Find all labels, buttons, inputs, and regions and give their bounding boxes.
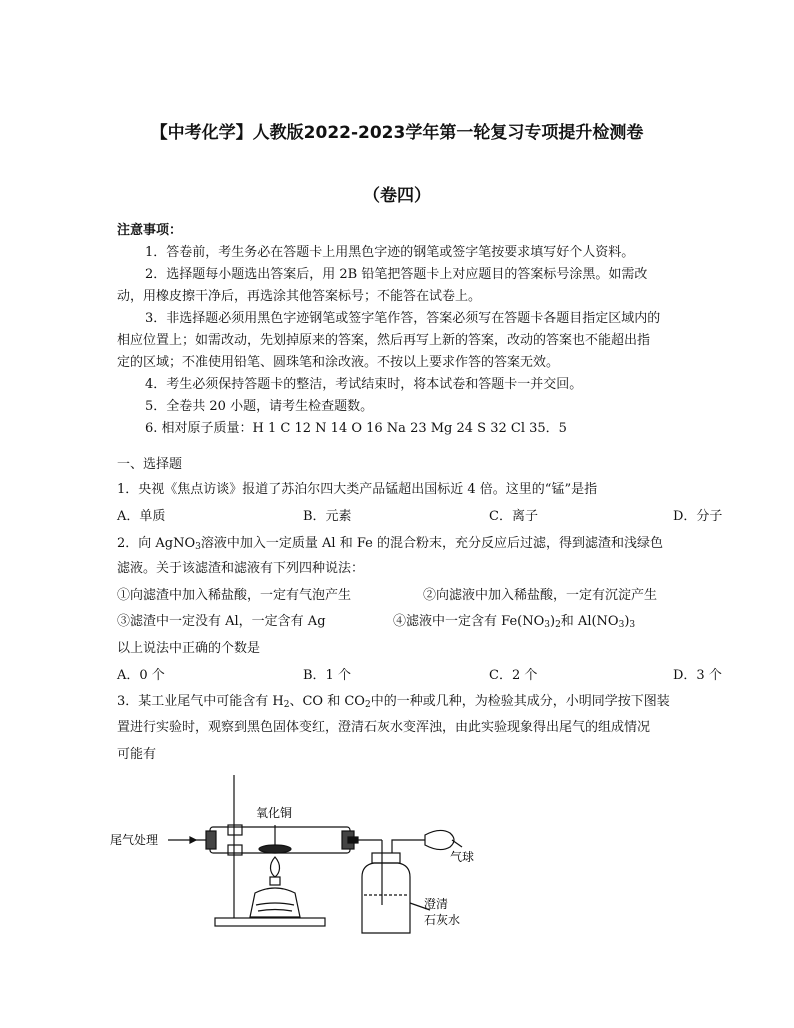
q1-stem: 1．央视《焦点访谈》报道了苏泊尔四大类产品锰超出国标近 4 倍。这里的“锰”是指 (117, 482, 598, 497)
q3-stem-line1: 3．某工业尾气中可能含有 $H_2$、CO 和 $CO_2$中的一种或几种，为检验其成分，小明同学按下图装 (117, 694, 670, 710)
note-5: 5．全卷共 20 小题，请考生检查题数。 (145, 399, 374, 414)
q2-option-a: A．0 个 (117, 668, 165, 683)
stopper-left (206, 831, 216, 849)
q2-statement-2: ②向滤液中加入稀盐酸，一定有沉淀产生 (423, 588, 658, 603)
q2-statement-3: ③滤渣中一定没有 Al，一定含有 Ag (117, 614, 326, 629)
notes-heading: 注意事项： (117, 223, 183, 238)
label-limewater-line1: 澄清 (424, 897, 449, 911)
q2-stem-line1: 2．向 AgNO$_3$溶液中加入一定质量 Al 和 Fe 的混合粉末，充分反应后过滤，得到滤渣和浅绿色 (117, 536, 663, 552)
note-3a: 3．非选择题必须用黑色字迹钢笔或签字笔作答，答案必须写在答题卡各题目指定区域内的 (145, 311, 661, 326)
label-copper-oxide: 氧化铜 (256, 806, 293, 820)
apparatus-diagram (110, 765, 490, 945)
q2-option-b: B．1 个 (303, 668, 351, 683)
label-balloon: 气球 (450, 850, 475, 864)
note-2b: 动，用橡皮擦干净后，再选涂其他答案标号；不能答在试卷上。 (117, 289, 482, 304)
exam-subtitle: （卷四） (363, 186, 431, 206)
q1-option-a: A．单质 (117, 509, 166, 524)
note-1: 1．答卷前，考生务必在答题卡上用黑色字迹的钢笔或签字笔按要求填写好个人资料。 (145, 245, 635, 260)
q2-statement-1: ①向滤渣中加入稀盐酸，一定有气泡产生 (117, 588, 352, 603)
note-2a: 2．选择题每小题选出答案后，用 2B 铅笔把答题卡上对应题目的答案标号涂黑。如需改 (145, 267, 648, 282)
balloon (425, 830, 454, 849)
q2-statement-4: ④滤液中一定含有 $Fe(NO_3)_2$和 $Al(NO_3)_3$ (393, 614, 636, 630)
q2-question: 以上说法中正确的个数是 (117, 641, 261, 656)
q3-stem-line3: 可能有 (117, 747, 157, 762)
section-heading: 一、选择题 (117, 457, 183, 472)
gas-washing-bottle (362, 863, 410, 933)
note-3b: 相应位置上；如需改动，先划掉原来的答案，然后再写上新的答案，改动的答案也不能超出指 (117, 333, 651, 348)
bottle-stopper (372, 853, 400, 863)
label-limewater-line2: 石灰水 (424, 913, 461, 927)
copper-oxide-powder (259, 845, 291, 853)
q1-option-d: D．分子 (673, 509, 723, 524)
flame (270, 857, 279, 877)
lamp-wick-holder (270, 877, 280, 885)
note-6: 6. 相对原子质量：H 1 C 12 N 14 O 16 Na 23 Mg 24 S 32 Cl 35．5 (145, 421, 567, 436)
q2-stem-line2: 滤液。关于该滤渣和滤液有下列四种说法： (117, 561, 365, 576)
stand-base (215, 918, 325, 926)
note-3c: 定的区域；不准使用铅笔、圆珠笔和涂改液。不按以上要求作答的答案无效。 (117, 355, 560, 370)
exam-title: 【中考化学】人教版2022-2023学年第一轮复习专项提升检测卷 (150, 123, 644, 143)
q3-stem-line2: 置进行实验时，观察到黑色固体变红，澄清石灰水变浑浊，由此实验现象得出尾气的组成情况 (117, 720, 651, 735)
label-exhaust-treatment: 尾气处理 (110, 833, 159, 847)
q1-option-b: B．元素 (303, 509, 352, 524)
note-4: 4．考生必须保持答题卡的整洁，考试结束时，将本试卷和答题卡一并交回。 (145, 377, 583, 392)
q1-option-c: C．离子 (489, 509, 538, 524)
q2-option-d: D．3 个 (673, 668, 722, 683)
q2-option-c: C．2 个 (489, 668, 538, 683)
